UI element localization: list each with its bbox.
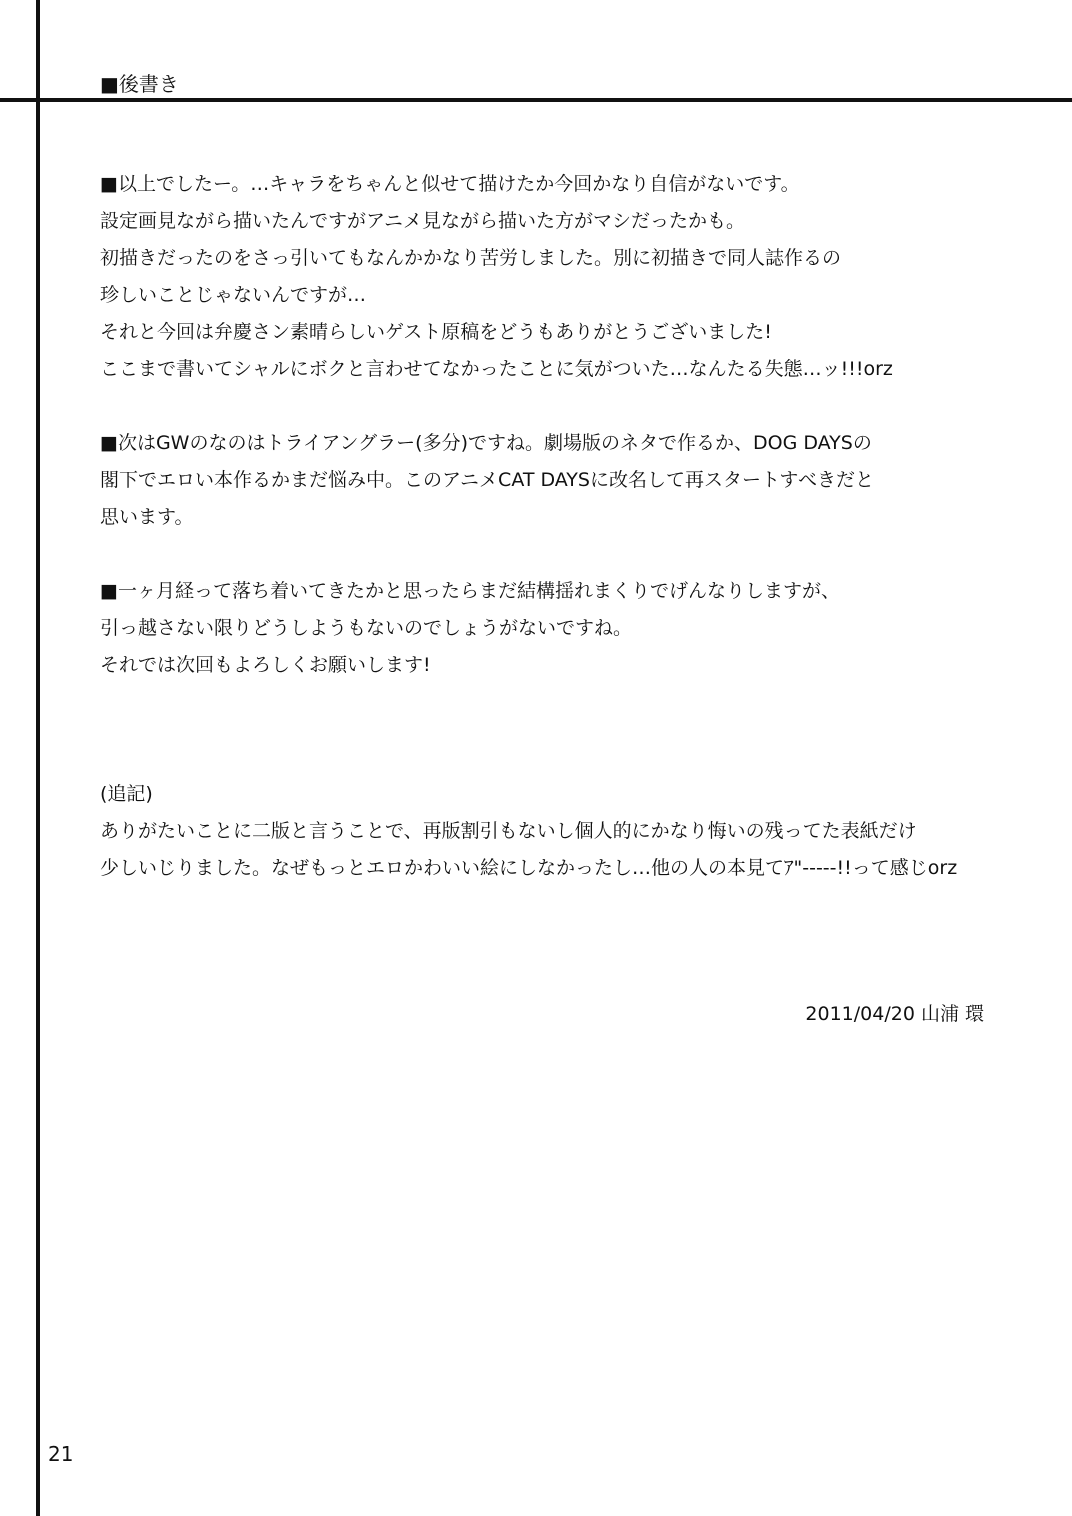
page-title: ■後書き <box>100 72 179 96</box>
text-line: 設定画見ながら描いたんですがアニメ見ながら描いた方がマシだったかも。 <box>100 210 746 232</box>
text-line: ありがたいことに二版と言うことで、再版割引もないし個人的にかなり悔いの残ってた表紙だけ <box>100 820 917 842</box>
text-line: ■一ヶ月経って落ち着いてきたかと思ったらまだ結構揺れまくりでげんなりしますが、 <box>100 580 840 602</box>
paragraph-3 <box>100 573 1040 684</box>
text-line: それでは次回もよろしくお願いします! <box>100 654 431 676</box>
date-signature: 2011/04/20 山浦 環 <box>805 1003 984 1025</box>
postscript <box>100 776 1060 887</box>
margin-rule-vertical <box>36 0 40 1516</box>
header-rule-horizontal <box>0 98 1072 102</box>
paragraph-2 <box>100 425 1040 536</box>
afterword-body <box>100 166 1040 721</box>
page-number: 21 <box>48 1442 74 1466</box>
text-line: ■次はGWのなのはトライアングラー(多分)ですね。劇場版のネタで作るか、DOG DAYSの <box>100 432 872 454</box>
postscript-heading: (追記) <box>100 783 153 805</box>
text-line: 思います。 <box>100 506 194 528</box>
text-line: ■以上でしたー。…キャラをちゃんと似せて描けたか今回かなり自信がないです。 <box>100 173 800 195</box>
text-line: 閣下でエロい本作るかまだ悩み中。このアニメCAT DAYSに改名して再スタートすべきだと <box>100 469 875 491</box>
text-line: ここまで書いてシャルにボクと言わせてなかったことに気がついた…なんたる失態…ッ!!!orz <box>100 358 893 380</box>
text-line: 引っ越さない限りどうしようもないのでしょうがないですね。 <box>100 617 633 639</box>
paragraph-1 <box>100 166 1040 388</box>
text-line: それと今回は弁慶さン素晴らしいゲスト原稿をどうもありがとうございました! <box>100 321 772 343</box>
text-line: 珍しいことじゃないんですが… <box>100 284 367 306</box>
text-line: 初描きだったのをさっ引いてもなんかかなり苦労しました。別に初描きで同人誌作るの <box>100 247 842 269</box>
text-line: 少しいじりました。なぜもっとエロかわいい絵にしなかったし…他の人の本見てｱ"-----!!って感じorz <box>100 857 958 879</box>
